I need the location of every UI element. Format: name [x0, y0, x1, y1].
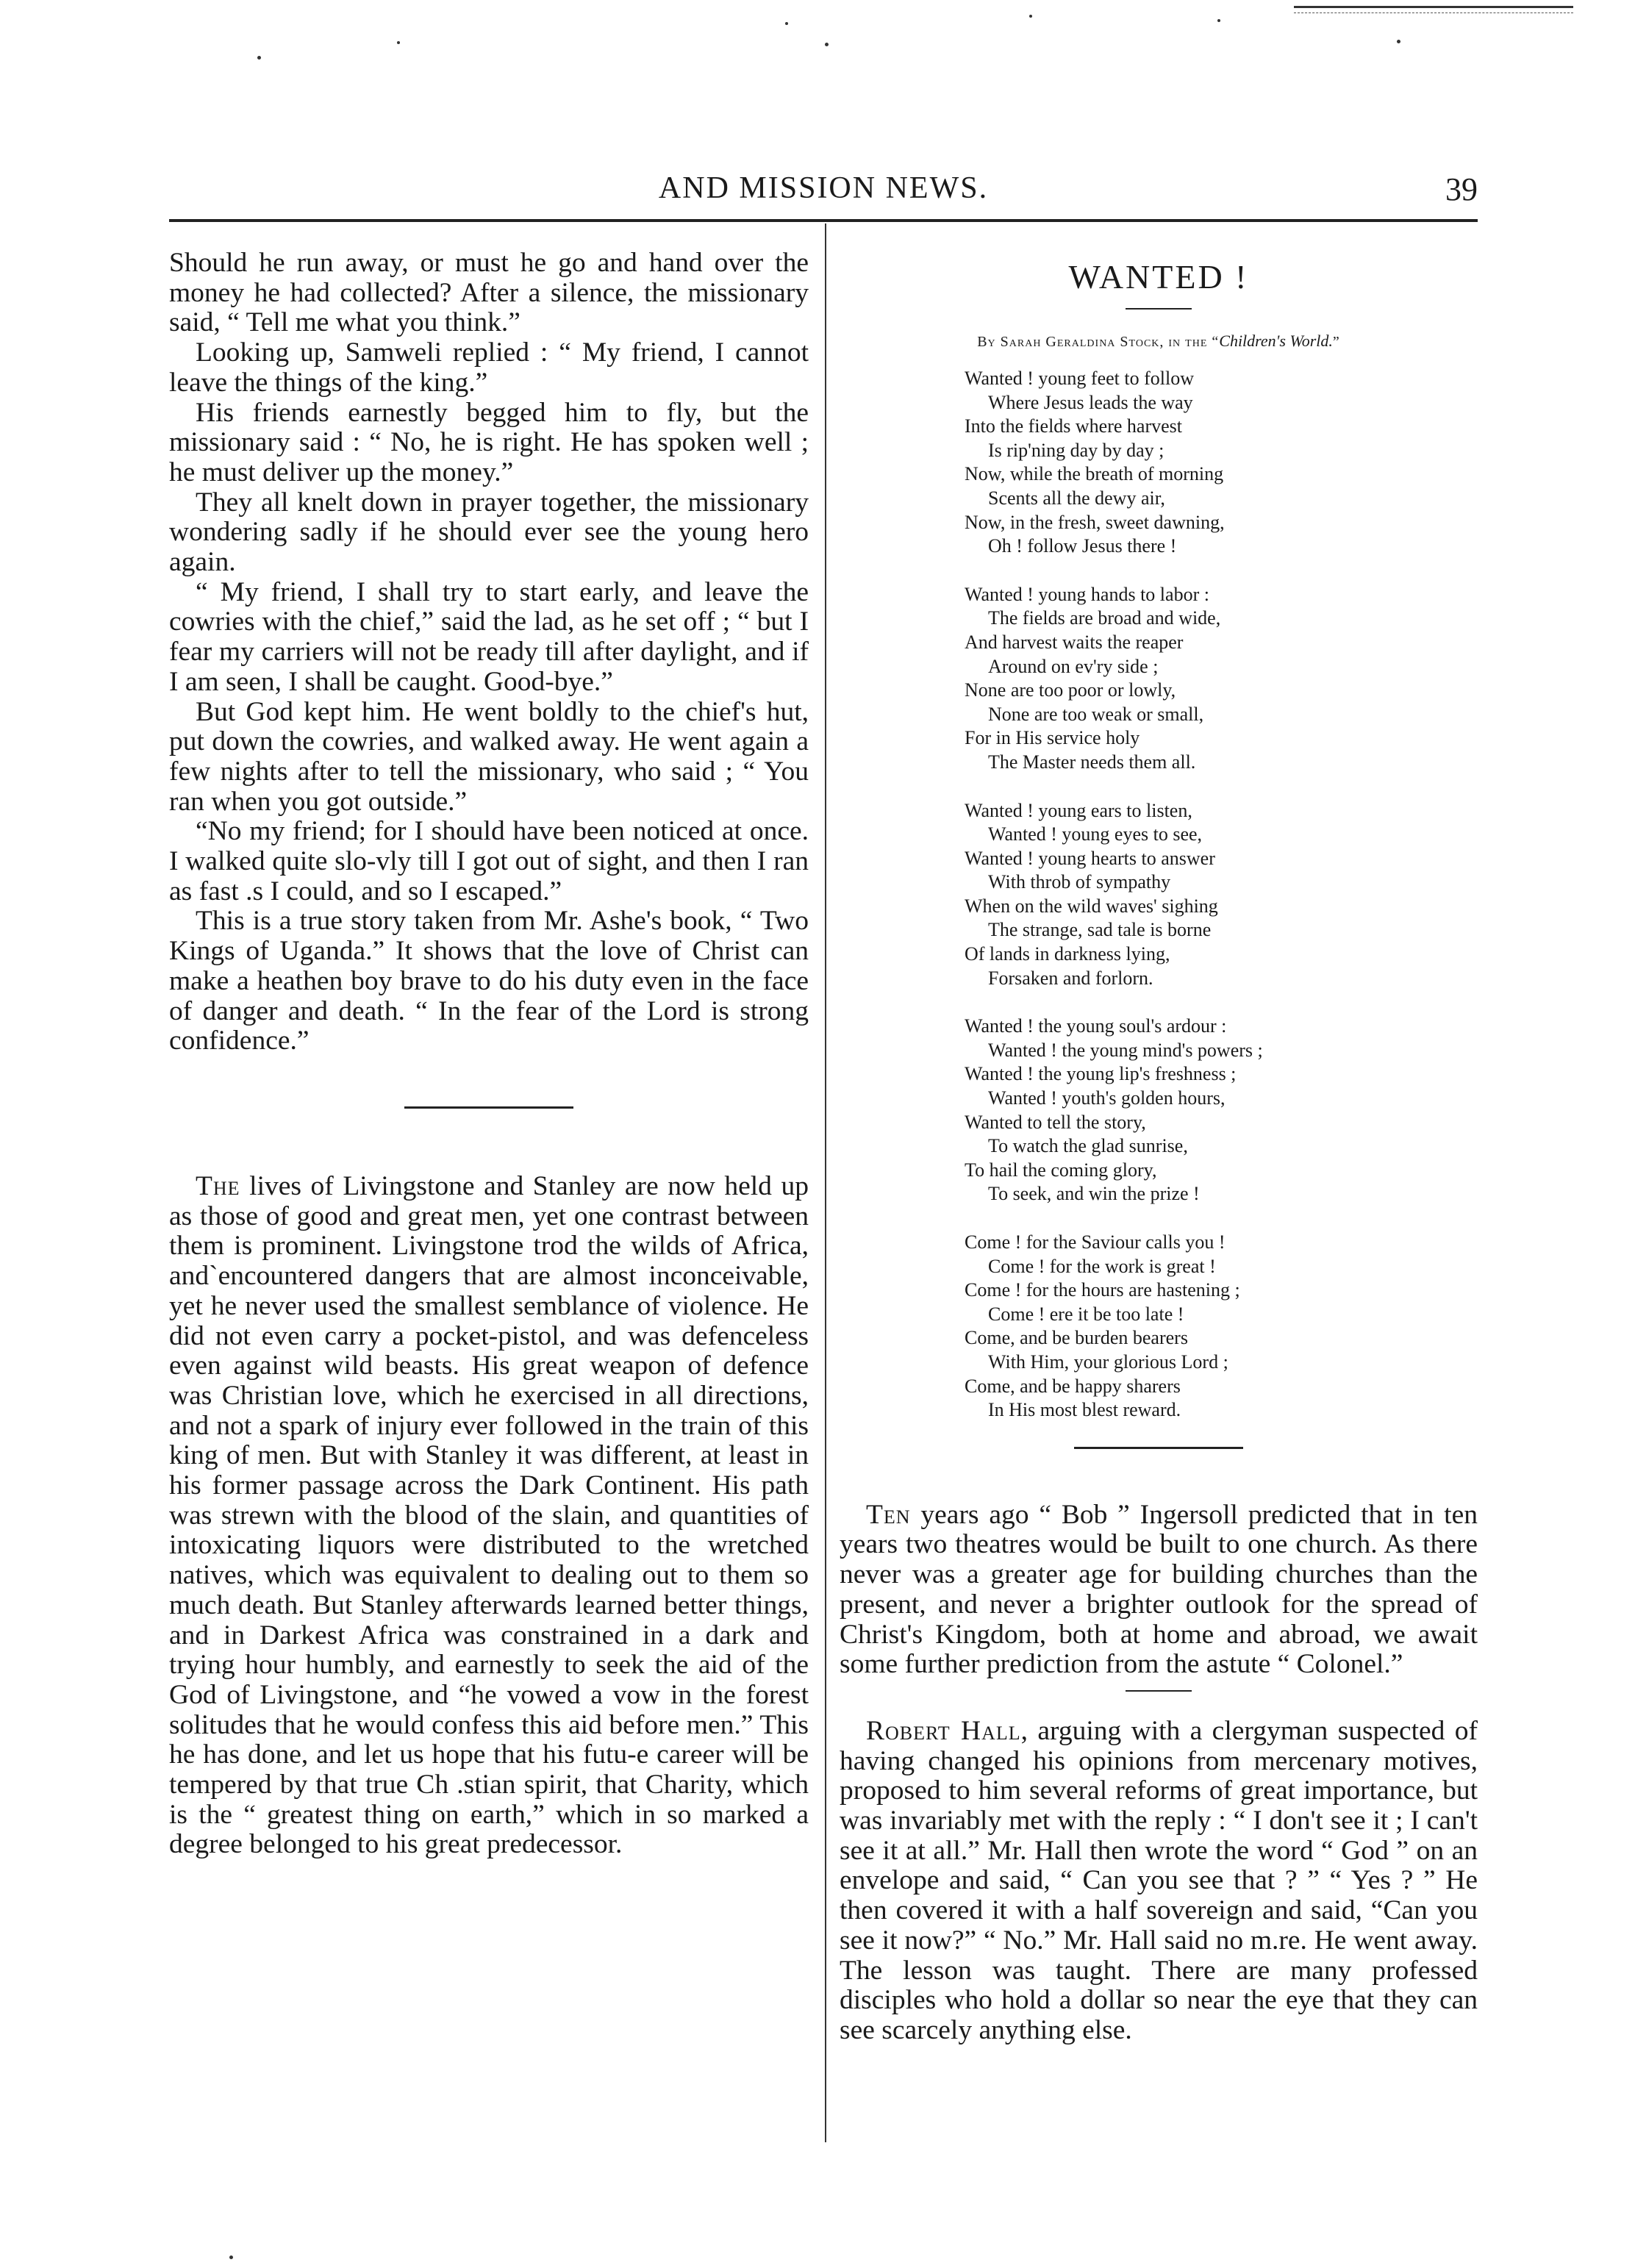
article-lead: The: [196, 1170, 240, 1201]
poem-line: Come, and be happy sharers: [965, 1375, 1181, 1397]
story-paragraph: “No my friend; for I should have been noticed at once. I walked quite slo-vly till I got out of sight, and then I ran as fast .s I could, and so I escaped.”: [169, 816, 809, 906]
page-number: 39: [1445, 171, 1478, 207]
poem-line: Into the fields where harvest: [965, 415, 1183, 437]
poem-line: Oh ! follow Jesus there !: [988, 535, 1177, 557]
scan-speck: [825, 43, 829, 46]
robert-hall-article: [840, 1717, 1478, 2046]
article-body: lives of Livingstone and Stanley are now held up as those of good and great men, yet one contrast between them is prominent. Livingstone trod the wilds of Africa, and`encountered dangers that are almost inconceivable, yet he never used the smallest semblance of violence. He did not even carry a pocket-pistol, and was defenceless even against wild beasts. His great weapon of defence was Christian love, which he exercised in all directions, and not a spark of injury ever followed in the train of this king of men. But with Stanley it was different, at least in his former passage across the Dark Continent. His path was strewn with the blood of the slain, and quantities of intoxicating liquors were distributed to the wretched natives, which was equivalent to dealing out to them so much death. But Stanley afterwards learned better things, and in Darkest Africa was constrained in a dark and trying hour humbly, and earnestly to seek the aid of the God of Livingstone, and “he vowed a vow in the forest solitudes that he would confess this aid before men.” This he has done, and let us hope that his futu-e career will be tempered by that true Ch .stian spirit, that Charity, which is the “ greatest thing on earth,” which in so marked a degree belonged to his great predecessor.: [169, 1170, 809, 1860]
poem-line: Wanted ! the young soul's ardour :: [965, 1015, 1227, 1037]
article-body: , arguing with a clergyman suspected of having changed his opinions from mercenary motives, proposed to him several reforms of great importance, but was invariably met with the reply : “ I don't see it ; I can't see it at all.” Mr. Hall then wrote the word “ God ” on an envelope and said, “ Can you see that ? ” “ Yes ? ” He then covered it with a half sovereign and said, “Can you see it now?” “ No.” Mr. Hall said no m.re. He went away. The lesson was taught. There are many professed disciples who hold a dollar so near the eye that they can see scarcely anything else.: [840, 1715, 1478, 2045]
poem-line: Forsaken and forlorn.: [988, 967, 1153, 989]
story-paragraph: Should he run away, or must he go and hand over the money he had collected? After a silence, the missionary said, “ Tell me what you think.”: [169, 248, 809, 338]
article-lead: Ten: [866, 1499, 911, 1530]
scan-speck: [397, 41, 400, 44]
scan-speck: [1217, 19, 1220, 22]
story-paragraph: This is a true story taken from Mr. Ashe's book, “ Two Kings of Uganda.” It shows that the love of Christ can make a heathen boy brave to do his duty even in the face of danger and death. “ In the fear of the Lord is strong confidence.”: [169, 906, 809, 1056]
poem-line: Of lands in darkness lying,: [965, 943, 1170, 965]
poem-line: Come ! for the Saviour calls you !: [965, 1231, 1226, 1253]
scan-speck: [229, 2256, 233, 2259]
poem-line: Is rip'ning day by day ;: [988, 439, 1164, 461]
story-paragraph: They all knelt down in prayer together, the missionary wondering sadly if he should ever see the young hero again.: [169, 487, 809, 578]
section-divider: [1074, 1447, 1243, 1449]
poem-line: Wanted ! young ears to listen,: [965, 799, 1192, 821]
poem-line: When on the wild waves' sighing: [965, 895, 1218, 917]
poem-line: Wanted ! youth's golden hours,: [988, 1087, 1226, 1109]
section-divider: [1126, 1690, 1192, 1692]
story-paragraph: But God kept him. He went boldly to the chief's hut, put down the cowries, and walked away. He went again a few nights after to tell the missionary, who said ; “ You ran when you got outside.”: [169, 696, 809, 817]
scan-speck: [257, 56, 261, 60]
ingersoll-article: [840, 1500, 1478, 1680]
poem-line: In His most blest reward.: [988, 1399, 1181, 1421]
poem-stanza: [965, 1231, 1478, 1423]
poem-line: Wanted ! the young mind's powers ;: [988, 1039, 1263, 1061]
poem-byline: [840, 332, 1478, 351]
poem-body: [965, 367, 1478, 1423]
poem-line: Come ! for the work is great !: [988, 1255, 1216, 1277]
poem-line: Around on ev'ry side ;: [988, 655, 1159, 677]
poem-stanza: [965, 1015, 1478, 1206]
scan-speck: [1029, 15, 1032, 18]
scan-edge-rule: [1294, 6, 1573, 13]
poem-line: Where Jesus leads the way: [988, 391, 1193, 413]
column-divider: [825, 223, 826, 2142]
poem-line: With Him, your glorious Lord ;: [988, 1351, 1228, 1373]
poem-line: None are too weak or small,: [988, 703, 1204, 725]
poem-line: The Master needs them all.: [988, 751, 1196, 773]
poem-line: Now, in the fresh, sweet dawning,: [965, 511, 1225, 533]
poem-stanza: [965, 799, 1478, 991]
poem-line: Come ! for the hours are hastening ;: [965, 1279, 1240, 1301]
right-column: [840, 248, 1478, 2046]
poem-line: Wanted ! young hearts to answer: [965, 847, 1215, 869]
livingstone-article: [169, 1172, 809, 1860]
poem-line: And harvest waits the reaper: [965, 631, 1184, 653]
poem-line: Wanted to tell the story,: [965, 1111, 1146, 1133]
poem-line: Wanted ! young hands to labor :: [965, 583, 1209, 605]
poem-line: Now, while the breath of morning: [965, 463, 1224, 485]
byline-source: Children's World.: [1219, 332, 1333, 350]
poem-stanza: [965, 367, 1478, 559]
byline-prefix: By Sarah Geraldina Stock, in the “: [977, 334, 1220, 350]
poem-line: Come ! ere it be too late !: [988, 1303, 1184, 1325]
poem-line: Wanted ! the young lip's freshness ;: [965, 1063, 1237, 1085]
article-lead: Robert Hall: [866, 1715, 1021, 1746]
poem-title: WANTED !: [1068, 258, 1249, 296]
article-body: years ago “ Bob ” Ingersoll predicted that in ten years two theatres would be built to one church. As there never was a greater age for building churches than the present, and never a brighter outlook for the spread of Christ's Kingdom, both at home and abroad, we await some further prediction from the astute “ Colonel.”: [840, 1499, 1478, 1680]
poem-stanza: [965, 583, 1478, 775]
running-head: AND MISSION NEWS.: [658, 171, 989, 205]
poem-line: Wanted ! young eyes to see,: [988, 823, 1203, 845]
poem-line: The fields are broad and wide,: [988, 607, 1221, 629]
poem-line: To seek, and win the prize !: [988, 1183, 1200, 1205]
story-paragraph: Looking up, Samweli replied : “ My friend, I cannot leave the things of the king.”: [169, 337, 809, 398]
poem-line: For in His service holy: [965, 727, 1140, 749]
scan-speck: [1397, 40, 1400, 43]
poem-line: Scents all the dewy air,: [988, 487, 1165, 509]
poem-line: The strange, sad tale is borne: [988, 919, 1212, 941]
scan-speck: [785, 22, 788, 25]
left-column: [169, 248, 809, 1860]
header-rule: [169, 219, 1478, 222]
story-paragraph: “ My friend, I shall try to start early, and leave the cowries with the chief,” said the lad, as he set off ; “ but I fear my carriers will not be ready till after daylight, and if I am seen, I shall be caught. Good-bye.”: [169, 576, 809, 697]
title-rule: [1126, 308, 1192, 310]
poem-line: To hail the coming glory,: [965, 1159, 1157, 1181]
byline-suffix: ”: [1332, 334, 1340, 350]
poem-line: To watch the glad sunrise,: [988, 1135, 1188, 1157]
poem-line: None are too poor or lowly,: [965, 679, 1176, 701]
story-paragraph: His friends earnestly begged him to fly, but the missionary said : “ No, he is right. He has spoken well ; he must deliver up the money.”: [169, 397, 809, 487]
poem-line: With throb of sympathy: [988, 871, 1171, 893]
poem-line: Wanted ! young feet to follow: [965, 368, 1194, 389]
poem-line: Come, and be burden bearers: [965, 1327, 1188, 1349]
page-header: [169, 171, 1478, 215]
section-divider: [404, 1106, 573, 1109]
